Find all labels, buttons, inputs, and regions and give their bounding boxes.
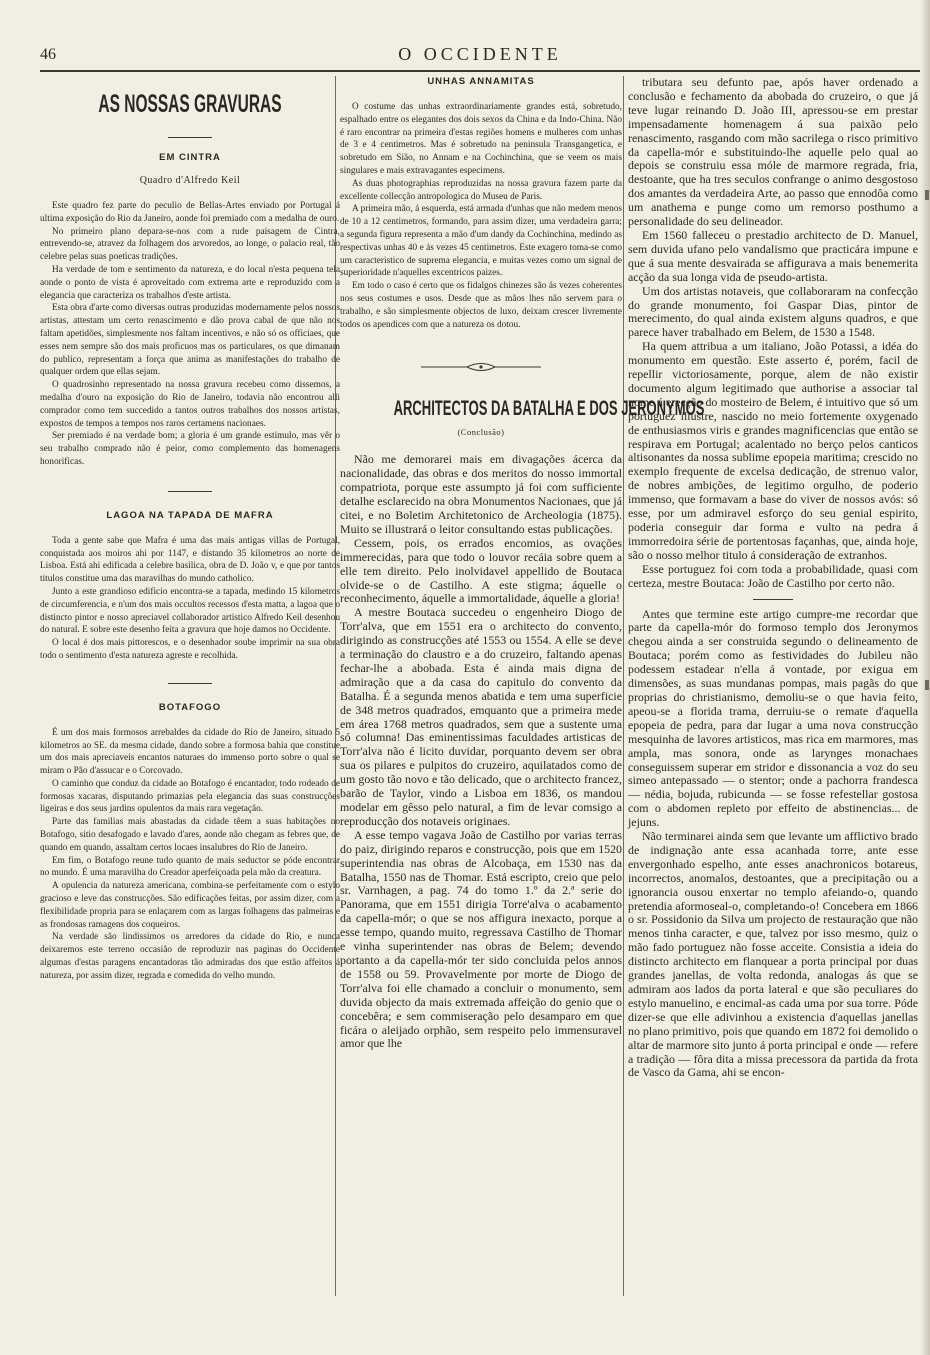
paragraph: Ser premiado é na verdade bom; a gloria é um grande estimulo, mas vêr o seu trabalho comprado não é peior, como complemento das homenagens honorificas. bbox=[40, 431, 340, 467]
paragraph: Ha quem attribua a um italiano, João Potassi, a idéa do monumento em questão. Este asserto é, porém, facil de repellir victoriosamente, porque, alem de não existir documento algum legitimado que authorise a associar tal nome á erecção do mosteiro de Belem, é intuitivo que só um portuguez illustre, nascido no meio fortemente oxygenado de enthusiasmos viris e grandes magnificencias que então se respirava em Portugal; acalentado no berço pelos canticos altisonantes da nossa sublime epopeia maritima; crescido no exemplo frequente de excelsa dedicação, de strenuo valor, de nobres ambições, de legitimo orgulho, de poderio immenso, que formavam a base do viver de nossos avós: só esse, por um admiravel esforço do seu genial espirito, poderia conseguir dar forma e vulto na pedra á immorredoira série de portentosas façanhas, que, ainda hoje, são o nosso melhor titulo á consideração de extranhos. bbox=[628, 339, 918, 562]
paragraph: tributara seu defunto pae, após haver ordenado a conclusão e fechamento da abobada do cruzeiro, o que já teve lugar reinando D. João III, apressou-se em prestar impensadamente homenagem á sua paixão pelo renascimento, rasgando com mão sacrilega o risco primitivo da capella-mór e substituindo-lhe aquelle pelo qual ao depois se construiu essa móle de marmore regrada, fria, destoante, que ha tres seculos confrange o animo desgostoso dos amantes da verdadeira Arte, ao passo que ennodôa como um anathema e punge como um remorso posthumo a personalidade do seu delineador. bbox=[628, 75, 918, 229]
header-rule bbox=[40, 70, 920, 72]
edge-mark bbox=[925, 680, 929, 690]
column-divider bbox=[623, 76, 624, 1296]
paragraph: A esse tempo vagava João de Castilho por varias terras do paiz, dirigindo reparos e construcção, pois que em 1520 superintendia nas obras de Alcobaça, em 1530 nas da Batalha, 1550 nas de Thomar. Está escripto, creio que pelo sr. Varnhagen, a pag. 74 do tomo 1.º da 2.ª serie do Panorama, que em 1551 dirigia Torre'alva o acabamento da capella-mór; o que se nos affigura inexacto, porque a esse tempo, quando muito, regressava Castilho de Thomar e vinha superintender nas obras de Belem; devendo portanto a da capella-mór ter sido concluida pelos annos de 1558 ou 59. Provavelmente por morte de Diogo de Torr'alva foi elle chamado a concluir o monumento, sem duvida objecto da mais extremada affeição do genio que o concebêra; e sem commiseração pelo desamparo em que ficára o aleijado orphão, sem respeito pelo immensuravel amor que lhe bbox=[340, 827, 622, 1051]
paragraph: Junto a este grandioso edificio encontra-se a tapada, medindo 15 kilometros de circumferencia, e n'um dos mais occultos recessos d'esta matta, a lagoa que o distincto pintor e nosso apreciavel collaborador artistico Alfredo Keil desenhou do natural. E sobre este desenho feita a gravura que hoje damos no Occidente. bbox=[40, 586, 340, 636]
paragraph: O quadrosinho representado na nossa gravura recebeu como dissemos, a medalha d'ouro na exposição do Rio de Janeiro, todavia não encontrou alli comprador como tem succedido a tantos outros trabalhos dos nossos artistas, expostos de tempos a tempos nos raros certamens nacionaes. bbox=[40, 380, 340, 429]
ornament-divider-icon bbox=[421, 361, 541, 373]
column-right bbox=[628, 76, 918, 1080]
main-title: AS NOSSAS GRAVURAS bbox=[98, 90, 282, 118]
paragraph: O local é dos mais pittorescos, e o desenhador soube imprimir na sua obra todo o sentimento d'esta natureza agreste e recolhida. bbox=[40, 638, 340, 661]
paragraph: Em 1560 falleceu o prestadio architecto de D. Manuel, sem duvida ufano pelo vandalismo que practicára impune e que á sua mente desvairada se affigurava a mais benemerita acção da sua longa vida de pseudo-artista. bbox=[628, 227, 918, 284]
page-number: 46 bbox=[40, 46, 56, 63]
section-subtitle: Quadro d'Alfredo Keil bbox=[139, 175, 241, 186]
paragraph: O costume das unhas extraordinariamente grandes está, sobretudo, espalhado entre os elegantes dos dois sexos da China e da Indo-China. Não é raro encontrar na primeira d'estas regiões homens e mulheres com unhas de 3 e 4 centimetros. Mas é sobretudo na peninsula Transgangetica, e sobretudo em Sião, no Annam e na Cochinchina, que se veem os mais singulares e mais extravagantes especimens. bbox=[340, 102, 622, 176]
section-title: UNHAS ANNAMITAS bbox=[427, 76, 535, 87]
paragraph: Em fim, o Botafogo reune tudo quanto de mais seductor se póde encontrar no mundo. É uma maravilha do Creador aperfeiçoada pela mão da creatura. bbox=[40, 855, 340, 879]
paragraph-rule bbox=[753, 599, 793, 600]
section-rule bbox=[168, 491, 212, 492]
section-botafogo bbox=[40, 702, 340, 983]
section-title: EM CINTRA bbox=[159, 152, 221, 163]
page-header bbox=[40, 40, 920, 74]
section-rule bbox=[168, 683, 212, 684]
paragraph: O caminho que conduz da cidade ao Botafogo é encantador, todo rodeado de formosas xacaras, disputando primazias pela elegancia das suas construcções ligeiras e dos seus jardins opulentos da mais rara vegetação. bbox=[40, 778, 340, 815]
paragraph: Na verdade são lindissimos os arredores da cidade do Rio, e nunca deixaremos este terreno occasião de reproduzir nas paginas do Occidente algumas d'estas paragens encantadoras tão admiradas dos que estão affeitos á natureza, por assim dizer, regrada e comedida do velho mundo. bbox=[40, 932, 340, 981]
paragraph: Parte das familias mais abastadas da cidade têem a suas habitações no Botafogo, sitio desafogado e lavado d'ares, aonde não chegam as febres que, de quando em quando, assaltam certos locaes insalubres do Rio de Janeiro. bbox=[40, 817, 340, 853]
article-title: ARCHITECTOS DA BATALHA E DOS JERONYMOS bbox=[393, 397, 705, 421]
journal-title: O OCCIDENTE bbox=[398, 44, 562, 64]
paragraph: Em todo o caso é certo que os fidalgos chinezes são ás vezes coherentes nos seus costumes e usos. Desde que as mãos lhes não servem para o trabalho, e são simplesmente objectos de luxo, deixam crescer livremente todos os apendices com que a natureza os dotou. bbox=[340, 281, 622, 330]
article-subtitle: (Conclusão) bbox=[457, 427, 505, 438]
paragraph: Esta obra d'arte como diversas outras produzidas modernamente pelos nossos artistas, attestam um certo renascimento e dão prova cabal de que não nos faltam apetidões, simplesmente nos faltam incentivos, e não só os officiaes, que esses nem sempre são dos mais proficuos mas os particulares, os que dimanam do publico, representam a força que anima as manifestações do trabalho de qualquer ordem que ellas sejam. bbox=[40, 303, 340, 378]
paragraph: Cessem, pois, os errados encomios, as ovações immerecidas, para que todo o louvor recáia sobre quem a elle tem direito. Pelo inolvidavel appellido de Boutaca olvide-se o de Castilho. A este stigma; áquelle o reconhecimento, áquelle a immortalidade, áquelle a gloria! bbox=[340, 535, 622, 606]
paragraph: Esse portuguez foi com toda a probabilidade, quasi com certeza, mestre Boutaca: João de Castilho por certo não. bbox=[628, 561, 918, 590]
paragraph: A primeira mão, á esquerda, está armada d'unhas que não medem menos de 10 a 12 centimetros, formando, para assim dizer, uma verdadeira garra; a segunda figura representa a mão d'um dandy da Cochinchina, medindo as respectivas unhas 40 e ás vezes 45 centimetros. Este exagero toma-se como um caracteristico de suprema elegancia, e muitas vezes como um signal de superioridade n'aquelles excentricos paizes. bbox=[340, 204, 622, 279]
paragraph: Toda a gente sabe que Mafra é uma das mais antigas villas de Portugal, conquistada aos moiros ahi por 1147, e distando 35 kilometros ao norte de Lisboa. Está ahi edificada a celebre basilica, obra de D. João v, e que por tantos titulos constitue uma das maravilhas do mundo catholico. bbox=[40, 535, 340, 585]
section-title: BOTAFOGO bbox=[158, 701, 222, 713]
paragraph: Não me demorarei mais em divagações ácerca da nacionalidade, das obras e dos meritos do nosso immortal compatriota, porque este assumpto já foi com sufficiente detalhe esclarecido na obra Monumentos Nacionaes, que já citei, e no Boletim Architetonico de Archeologia (1875). Muito se illustrará o leitor consultando estas publicações. bbox=[340, 452, 622, 536]
edge-mark bbox=[925, 190, 929, 200]
section-em-cintra bbox=[40, 152, 340, 469]
article-body bbox=[340, 453, 622, 1051]
paragraph: Antes que termine este artigo cumpre-me recordar que parte da capella-mór do formoso templo dos Jeronymos chegou ainda a ser construida segundo o delineamento de Boutaca; porém como as festividades do Jubileu não podessem estadear n'ella á vontade, por exigua em dimensões, as suas mundanas pompas, mais pagãs do que proprias do christianismo, demoliu-se o que havia feito, apeou-se a florida trama, derruiu-se o remate d'aquella epopeia de pedra, para dar lugar a uma nova construcção mesquinha de lavores artisticos, mas rica em marmores, mas ampla, mas sonora, onde as larynges monachaes conseguissem superar em stridor e dissonancia a voz do seu simeo antepassado — o stentor; onde a pachorra frandesca — nédia, bojuda, rubicunda — se fosse refestellar gostosa com o abdomen repleto por effeito de abstinencias... de jejuns. bbox=[628, 606, 918, 830]
paragraph: Ha verdade de tom e sentimento da natureza, e do local n'esta pequena tela aonde o ponto de vista é aproveitado com extrema arte e reproduzido com a elegancia que caracteriza os trabalhos d'este artista. bbox=[40, 264, 340, 301]
section-lagoa-mafra bbox=[40, 510, 340, 663]
paragraph: A opulencia da natureza americana, combina-se perfeitamente com o estylo gracioso e leve das construcções. São edificações feitas, por assim dizer, com a flexibilidade propria para se enlaçarem com as largas folhagens das palmeiras e as frondosas ramagens dos coqueiros. bbox=[40, 881, 340, 930]
paragraph: No primeiro plano depara-se-nos com a rude paisagem de Cintra, entrevendo-se, atravez da folhagem dos arvoredos, ao longe, o palacio real, tão celebre pelas suas poeticas tradições. bbox=[40, 226, 340, 263]
paragraph: Não terminarei ainda sem que levante um afflictivo brado de indignação ante essa acanhada torre, ante esse envergonhado espelho, ante esses anachronicos botareus, incorrectos, anomalos, destoantes, que a precipitação ou a ignorancia ousou enxertar no templo afeiando-o, quando pretendia aformoseal-o, completando-o! Concebera em 1866 o sr. Possidonio da Silva um projecto de restauração que não menos tinha caracter, e que, talvez por isso mesmo, quiz o mão fado portuguez não fosse acceite. Consistia a ideia do distincto architecto em flanquear a porta principal por duas grandes janellas, de volta redonda, analogas ás que se admiram aos lados da porta lateral e que são peculiares do estylo manuelino, e encimal-as cada uma por sua torre. Póde dizer-se que elle adivinhou a existencia d'aquellas janellas no plano primitivo, pois que quando em 1872 foi demolido o altar de marmore sito junto á porta principal e onde — refere a tradição — fôra dita a missa precessora da partida da frota de Vasco da Gama, ahi se encon- bbox=[628, 829, 918, 1080]
page-edge bbox=[920, 0, 930, 1355]
paragraph: Um dos artistas notaveis, que collaboraram na confecção do grande monumento, foi Gaspar Dias, pintor de merecimento, do qual ainda existem alguns quadros, e que parece haver trabalhado em Belem, de 1530 a 1548. bbox=[628, 283, 918, 340]
section-title: LAGOA NA TAPADA DE MAFRA bbox=[106, 509, 274, 521]
section-unhas-annamitas bbox=[340, 76, 622, 331]
paragraph: É um dos mais formosos arrebaldes da cidade do Rio de Janeiro, situado 5 kilometros ao SE. da mesma cidade, dando sobre a formosa bahia que constitue um dos mais apreciaveis encantos naturaes do immenso porto sobre o qual se miram o Pão d'assucar e o Corcovado. bbox=[40, 727, 340, 777]
paragraph: As duas photographias reproduzidas na nossa gravura fazem parte da excellente collecção antropologica do Museu de Paris. bbox=[340, 178, 622, 202]
paragraph: Este quadro fez parte do peculio de Bellas-Artes enviado por Portugal á ultima exposição do Rio da Janeiro, aonde foi premiado com a medalha de ouro. bbox=[40, 201, 340, 224]
paragraph: A mestre Boutaca succedeu o engenheiro Diogo de Torr'alva, que em 1551 era o architecto do convento, dirigindo as construcções até 1553 ou 1554. A elle se deve a terminação do claustro e a do cruzeiro, faltando apenas fechar-lhe a abobada. Esta é ainda mais digna de admiração que a da casa do capitulo do convento da Batalha. É a segunda menos abatida e tem uma superficie de 348 metros quadrados, emquanto que a primeira mede em área 1768 metros quadrados, sem que a sustente uma só columna! Das eminentissimas faculdades artisticas de Torr'alva não é licito duvidar, porquanto devem ser obra sua os pilares e pulpitos do cruzeiro, aquilatados como de um gosto tão novo e tão delicado, que o architecto francez, barão de Taylor, vindo a Lisboa em 1836, os mandou modelar em gêsso pelo natural, a fim de levar comsigo a reproducção dos notaveis originaes. bbox=[340, 605, 622, 828]
title-rule bbox=[168, 137, 212, 138]
column-left bbox=[40, 90, 340, 983]
column-middle bbox=[340, 76, 705, 1051]
